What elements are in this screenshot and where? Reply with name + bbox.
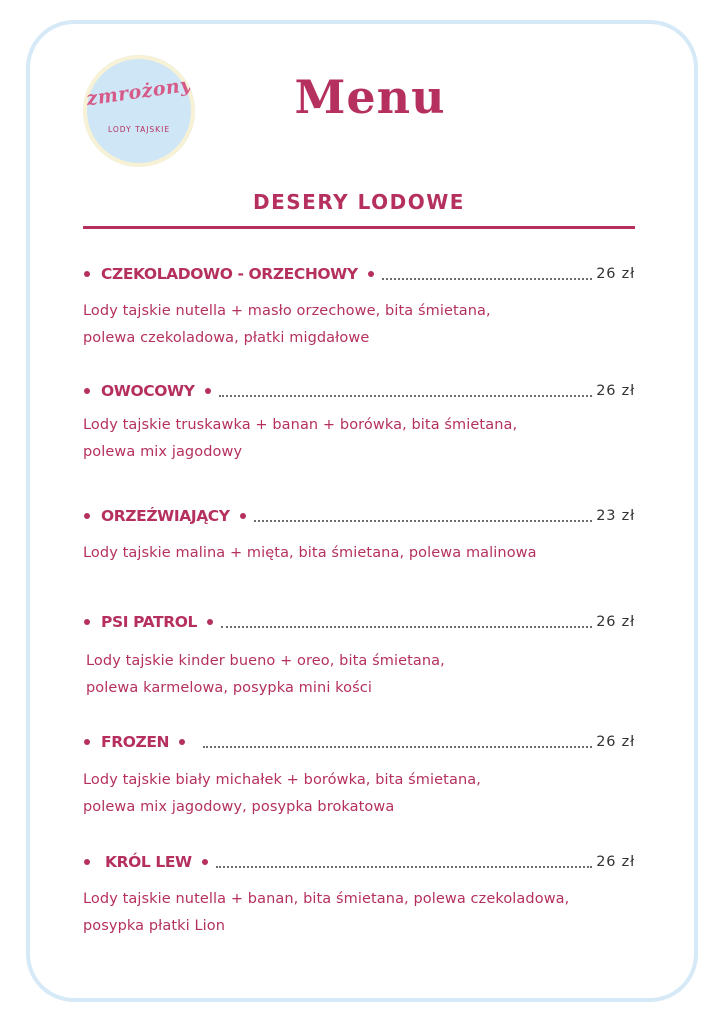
item-description-line: polewa mix jagodowy [83,444,243,460]
item-price: 26 zł [596,266,635,282]
menu-item-header [84,381,635,401]
bullet-icon [84,859,90,865]
item-name: ORZEŹWIAJĄCY [101,507,230,525]
item-description-line: Lody tajskie nutella + banan, bita śmietana, polewa czekoladowa, [83,891,570,907]
bullet-icon [368,271,374,277]
item-price: 26 zł [596,614,635,630]
bullet-icon [207,619,213,625]
item-description-line: Lody tajskie nutella + masło orzechowe, bita śmietana, [83,303,491,319]
item-name: PSI PATROL [101,613,197,631]
dot-leader [221,626,592,628]
bullet-icon [202,859,208,865]
item-name: CZEKOLADOWO - ORZECHOWY [101,265,358,283]
menu-item-header [84,852,635,872]
item-description-line: polewa karmelowa, posypka mini kości [86,680,372,696]
menu-title: Menu [294,70,446,124]
dot-leader [382,278,593,280]
item-price: 23 zł [596,508,635,524]
item-description [83,767,643,821]
item-description-line: polewa czekoladowa, płatki migdałowe [83,330,370,346]
section-divider [83,226,635,229]
item-description-line: Lody tajskie biały michałek + borówka, bita śmietana, [83,772,481,788]
item-description-line: Lody tajskie malina + mięta, bita śmietana, polewa malinowa [83,545,537,561]
logo-brand-text: zmrożony [85,73,193,111]
dot-leader [254,520,593,522]
logo-subtitle: LODY TAJSKIE [107,125,171,134]
bullet-icon [84,619,90,625]
bullet-icon [240,513,246,519]
item-description-line: Lody tajskie truskawka + banan + borówka, bita śmietana, [83,417,518,433]
menu-item-header [84,264,635,284]
dot-leader [219,395,593,397]
item-price: 26 zł [596,383,635,399]
section-title: DESERY LODOWE [253,190,465,214]
bullet-icon [84,739,90,745]
item-description [86,648,646,702]
bullet-icon [205,388,211,394]
bullet-icon [179,739,185,745]
menu-item-header [84,732,635,752]
menu-item-header [84,612,635,632]
item-description-line: posypka płatki Lion [83,918,226,934]
item-name: OWOCOWY [101,382,195,400]
bullet-icon [84,271,90,277]
menu-item-header [84,506,635,526]
item-name: FROZEN [101,733,170,751]
brand-logo [83,55,195,167]
item-description [83,298,643,352]
dot-leader [216,866,592,868]
item-description-line: polewa mix jagodowy, posypka brokatowa [83,799,395,815]
item-price: 26 zł [596,854,635,870]
bullet-icon [84,513,90,519]
item-price: 26 zł [596,734,635,750]
item-description [83,412,643,466]
item-description-line: Lody tajskie kinder bueno + oreo, bita śmietana, [86,653,445,669]
item-name: KRÓL LEW [105,853,192,871]
bullet-icon [84,388,90,394]
dot-leader [203,746,592,748]
item-description [83,540,643,567]
item-description [83,886,643,940]
